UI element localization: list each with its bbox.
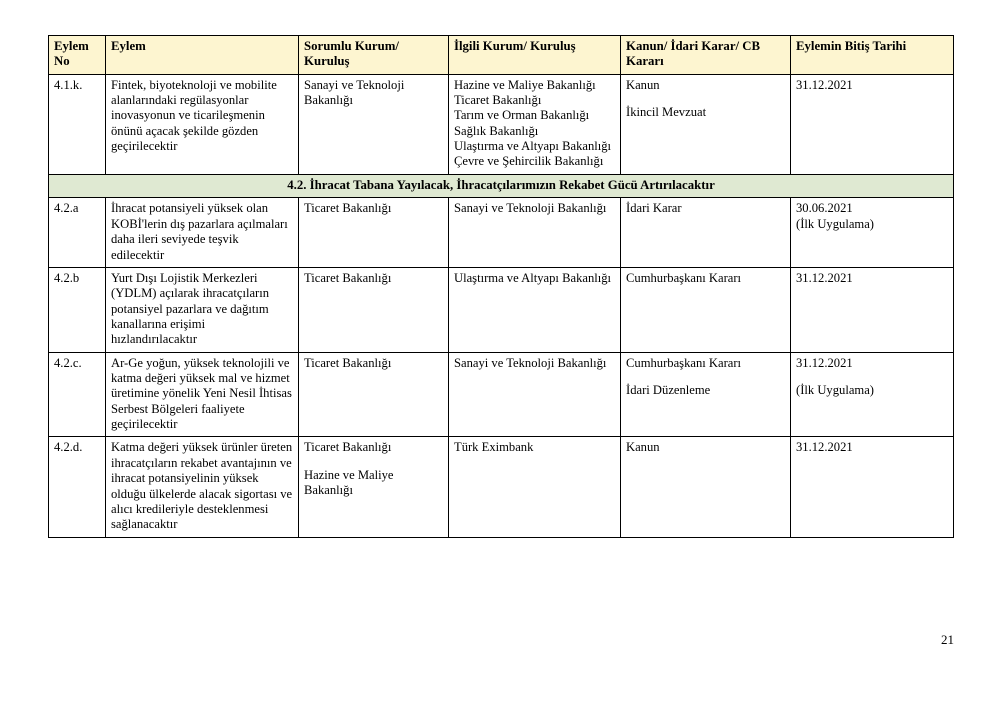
cell-related-institution: Ulaştırma ve Altyapı Bakanlığı [449,267,621,352]
column-header-sorumlu-kurum: Sorumlu Kurum/ Kuruluş [299,36,449,75]
cell-responsible-institution: Ticaret Bakanlığı [299,198,449,267]
cell-end-date: 31.12.2021 [791,437,954,537]
cell-related-institution: Sanayi ve Teknoloji Bakanlığı [449,352,621,437]
cell-responsible-institution: Ticaret Bakanlığı Hazine ve Maliye Bakanlığı [299,437,449,537]
cell-action-no: 4.2.c. [49,352,106,437]
cell-end-date: 30.06.2021 (İlk Uygulama) [791,198,954,267]
cell-action-text: İhracat potansiyeli yüksek olan KOBİ'lerin dış pazarlara açılmaları daha ileri seviyede teşvik edilecektir [106,198,299,267]
cell-action-text: Yurt Dışı Lojistik Merkezleri (YDLM) açılarak ihracatçıların potansiyel pazarlara ve dağıtım kanallarına erişimi hızlandırılacaktır [106,267,299,352]
cell-responsible-institution: Ticaret Bakanlığı [299,352,449,437]
table-body [49,74,954,537]
table-row [49,352,954,437]
page-number: 21 [941,632,954,647]
cell-end-date: 31.12.2021 [791,267,954,352]
cell-end-date: 31.12.2021 [791,74,954,174]
action-plan-table [48,35,954,538]
column-header-bitis-tarihi: Eylemin Bitiş Tarihi [791,36,954,75]
cell-legal-basis: İdari Karar [621,198,791,267]
cell-responsible-institution: Ticaret Bakanlığı [299,267,449,352]
cell-action-text: Katma değeri yüksek ürünler üreten ihracatçıların rekabet avantajının ve ihracat potansiyelinin yüksek olduğu ülkelerde alacak sigortası ve alıcı kredileriyle desteklenmesi sağlanacaktır [106,437,299,537]
section-title: 4.2. İhracat Tabana Yayılacak, İhracatçılarımızın Rekabet Gücü Artırılacaktır [49,174,954,198]
cell-action-text: Ar-Ge yoğun, yüksek teknolojili ve katma değeri yüksek mal ve hizmet üretimine yönelik Yeni Nesil İhtisas Serbest Bölgeleri faaliyete geçirilecektir [106,352,299,437]
table-header [49,36,954,75]
column-header-kanun-karar: Kanun/ İdari Karar/ CB Kararı [621,36,791,75]
cell-responsible-institution: Sanayi ve Teknoloji Bakanlığı [299,74,449,174]
table-section-row [49,174,954,198]
cell-action-no: 4.2.b [49,267,106,352]
cell-action-no: 4.2.a [49,198,106,267]
column-header-ilgili-kurum: İlgili Kurum/ Kuruluş [449,36,621,75]
column-header-eylem-no: Eylem No [49,36,106,75]
cell-end-date: 31.12.2021 (İlk Uygulama) [791,352,954,437]
table-header-row [49,36,954,75]
cell-related-institution: Sanayi ve Teknoloji Bakanlığı [449,198,621,267]
cell-legal-basis: Cumhurbaşkanı Kararı [621,267,791,352]
table-row [49,74,954,174]
cell-action-text: Fintek, biyoteknoloji ve mobilite alanlarındaki regülasyonlar inovasyonun ve ticarileşmenin önünü açacak şekilde gözden geçirilecektir [106,74,299,174]
cell-related-institution: Hazine ve Maliye Bakanlığı Ticaret Bakanlığı Tarım ve Orman Bakanlığı Sağlık Bakanlığı Ulaştırma ve Altyapı Bakanlığı Çevre ve Şehircilik Bakanlığı [449,74,621,174]
cell-legal-basis: Kanun İkincil Mevzuat [621,74,791,174]
cell-action-no: 4.1.k. [49,74,106,174]
cell-legal-basis: Kanun [621,437,791,537]
cell-related-institution: Türk Eximbank [449,437,621,537]
table-row [49,198,954,267]
table-row [49,437,954,537]
table-row [49,267,954,352]
column-header-eylem: Eylem [106,36,299,75]
cell-action-no: 4.2.d. [49,437,106,537]
cell-legal-basis: Cumhurbaşkanı Kararı İdari Düzenleme [621,352,791,437]
